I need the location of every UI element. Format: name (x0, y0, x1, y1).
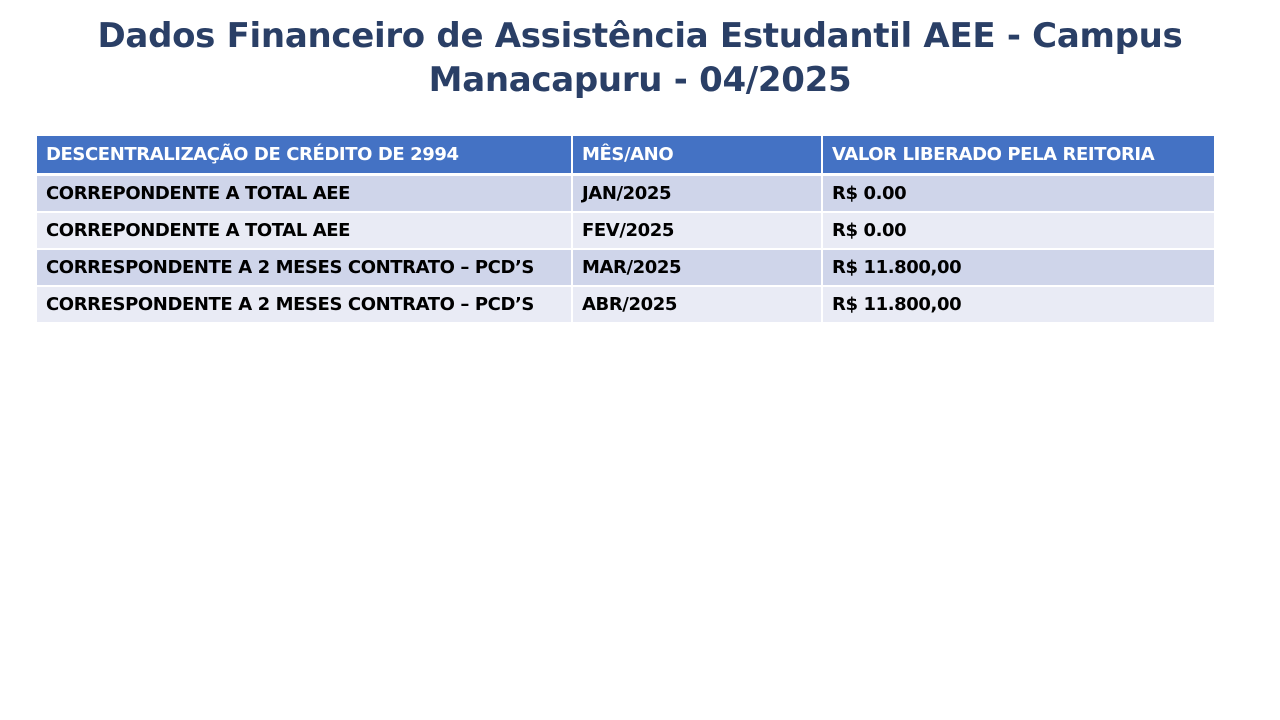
cell-mes-ano: FEV/2025 (571, 213, 821, 250)
page-title: Dados Financeiro de Assistência Estudantil AEE - Campus Manacapuru - 04/2025 (97, 16, 1183, 100)
table-header-row (37, 136, 1214, 176)
cell-mes-ano: MAR/2025 (571, 250, 821, 287)
table-row (37, 176, 1214, 213)
table-row (37, 213, 1214, 250)
table-row (37, 287, 1214, 324)
financial-data-table (37, 136, 1214, 324)
cell-descricao: CORREPONDENTE A TOTAL AEE (37, 213, 571, 250)
cell-descricao: CORRESPONDENTE A 2 MESES CONTRATO – PCD’S (37, 287, 571, 324)
cell-descricao: CORREPONDENTE A TOTAL AEE (37, 176, 571, 213)
cell-mes-ano: ABR/2025 (571, 287, 821, 324)
cell-valor: R$ 11.800,00 (821, 287, 1214, 324)
column-header-mes-ano: MÊS/ANO (571, 136, 821, 176)
cell-valor: R$ 11.800,00 (821, 250, 1214, 287)
cell-valor: R$ 0.00 (821, 176, 1214, 213)
cell-mes-ano: JAN/2025 (571, 176, 821, 213)
column-header-descentralizacao: DESCENTRALIZAÇÃO DE CRÉDITO DE 2994 (37, 136, 571, 176)
cell-valor: R$ 0.00 (821, 213, 1214, 250)
cell-descricao: CORRESPONDENTE A 2 MESES CONTRATO – PCD’S (37, 250, 571, 287)
column-header-valor-liberado: VALOR LIBERADO PELA REITORIA (821, 136, 1214, 176)
table-row (37, 250, 1214, 287)
